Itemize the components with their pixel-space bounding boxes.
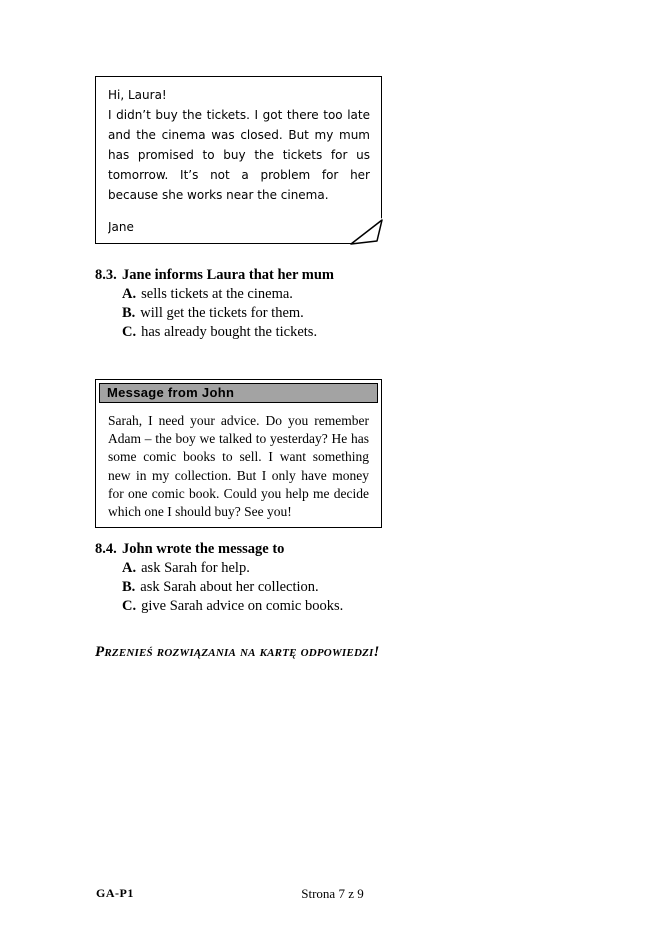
option-b: [122, 578, 425, 597]
option-text: ask Sarah for help.: [141, 560, 250, 576]
message-from-john-box: [95, 379, 382, 528]
option-letter: B.: [122, 579, 136, 595]
option-text: ask Sarah about her collection.: [140, 579, 319, 595]
option-c: [122, 323, 425, 342]
question-number: 8.3.: [95, 267, 117, 283]
option-letter: B.: [122, 305, 136, 321]
option-a: [122, 559, 425, 578]
message-header: Message from John: [99, 383, 378, 403]
question-8-4-stem-row: [95, 540, 425, 559]
option-letter: C.: [122, 598, 137, 614]
option-b: [122, 304, 425, 323]
footer-page-number: Strona 7 z 9: [301, 886, 364, 901]
question-8-3-stem-row: [95, 266, 425, 285]
question-8-3-options: [122, 285, 425, 342]
option-text: will get the tickets for them.: [140, 305, 304, 321]
note-greeting: Hi, Laura!: [108, 88, 167, 102]
option-letter: A.: [122, 560, 137, 576]
question-stem: John wrote the message to: [122, 541, 285, 557]
option-a: [122, 285, 425, 304]
option-letter: A.: [122, 286, 137, 302]
question-8-3: [95, 266, 425, 342]
note-from-jane: [95, 76, 382, 244]
option-text: has already bought the tickets.: [141, 324, 318, 340]
message-body: Sarah, I need your advice. Do you remember Adam – the boy we talked to yesterday? He has some comic books to sell. I want something new in my collection. But I only have money for one comic book. Could you help me decide which one I should buy? See you!: [108, 413, 369, 520]
question-number: 8.4.: [95, 541, 117, 557]
option-c: [122, 597, 425, 616]
footer-exam-code: GA-P1: [96, 886, 134, 900]
note-body: I didn’t buy the tickets. I got there too late and the cinema was closed. But my mum has promised to buy the tickets for us tomorrow. It’s not a problem for her because she works near the cinema.: [108, 108, 370, 202]
question-8-4: [95, 540, 425, 616]
option-text: sells tickets at the cinema.: [141, 286, 293, 302]
folded-corner-icon: [343, 217, 383, 245]
option-letter: C.: [122, 324, 137, 340]
note-content: [108, 85, 370, 239]
question-8-4-options: [122, 559, 425, 616]
note-signature: Jane: [108, 220, 134, 234]
option-text: give Sarah advice on comic books.: [141, 598, 344, 614]
question-stem: Jane informs Laura that her mum: [122, 267, 334, 283]
transfer-instruction: Przenieś rozwiązania na kartę odpowiedzi!: [95, 644, 380, 660]
